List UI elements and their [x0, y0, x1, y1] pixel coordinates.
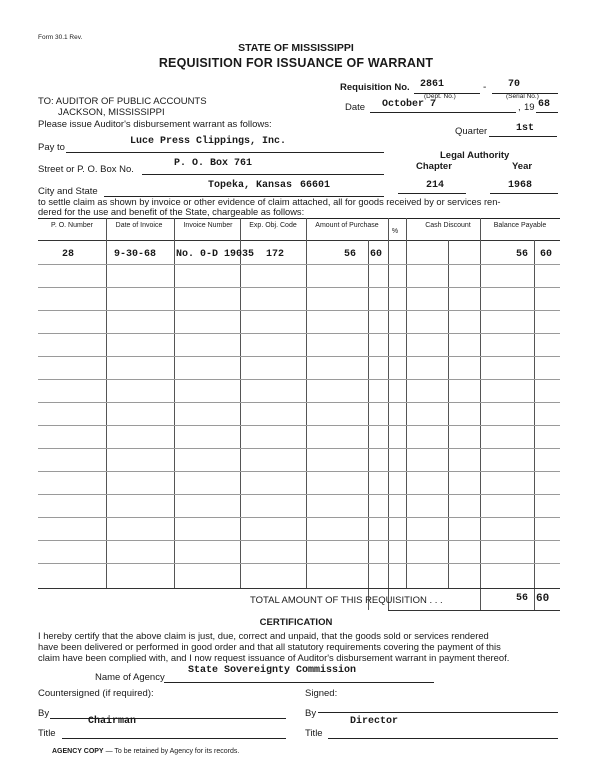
header-balance-payable: Balance Payable [493, 222, 547, 229]
dept-no-label: (Dept. No.) [424, 93, 456, 100]
balance-dollars-cell: 56 [516, 249, 529, 260]
header-invoice-number: Invoice Number [183, 222, 233, 229]
to-line1: TO: AUDITOR OF PUBLIC ACCOUNTS [38, 96, 207, 107]
agency-label: Name of Agency [95, 672, 165, 683]
street-value[interactable]: P. O. Box 761 [174, 158, 253, 169]
right-title-value[interactable]: Director [350, 716, 399, 727]
certification-line3: claim have been complied with, and I now request issuance of Auditor's disbursement warrant in payment thereof. [38, 652, 510, 663]
certification-line2: have been delivered or performed in good order and that all statutory requirements covering the payment of this [38, 641, 501, 652]
by-label-right: By [305, 708, 317, 719]
footer-note [52, 748, 239, 755]
to-line2: JACKSON, MISSISSIPPI [58, 107, 165, 118]
po-number-cell: 28 [61, 249, 74, 260]
quarter-label: Quarter [455, 126, 488, 137]
invoice-number-cell: No. 0-D 19035 [176, 249, 255, 260]
header-po-number: P. O. Number [51, 222, 93, 229]
certification-title: CERTIFICATION [259, 617, 333, 628]
countersigned-label: Countersigned (if required): [38, 688, 154, 699]
header-exp-obj-code: Exp. Obj. Code [249, 222, 297, 229]
pay-to-label: Pay to [38, 142, 65, 153]
footer-bold: AGENCY COPY [52, 748, 104, 755]
certification-line1: I hereby certify that the above claim is just, due, correct and unpaid, that the goods sold or services rendered [38, 630, 489, 641]
serial-no-label: (Serial No.) [506, 93, 539, 100]
claim-text-line1: to settle claim as shown by invoice or other evidence of claim attached, all for goods received by or services ren- [38, 197, 501, 207]
chapter-label: Chapter [416, 161, 452, 172]
header-date-of-invoice: Date of Invoice [115, 222, 163, 229]
city-label: City and State [38, 186, 98, 197]
city-value[interactable]: Topeka, Kansas [208, 180, 293, 191]
signed-label: Signed: [305, 688, 338, 699]
year-suffix[interactable]: 68 [538, 99, 551, 110]
legal-authority-label: Legal Authority [440, 150, 510, 161]
legal-year-value[interactable]: 1968 [508, 180, 533, 191]
serial-number[interactable]: 70 [508, 79, 521, 90]
total-label: TOTAL AMOUNT OF THIS REQUISITION . . . [250, 595, 443, 606]
zip-value[interactable]: 66601 [300, 180, 331, 191]
chapter-value[interactable]: 214 [426, 180, 445, 191]
date-label: Date [345, 102, 366, 113]
claim-text-line2: dered for the use and benefit of the State, chargeable as follows: [38, 207, 305, 217]
exp-code-cell: 172 [266, 249, 285, 260]
requisition-label: Requisition No. [340, 82, 410, 93]
page-title: REQUISITION FOR ISSUANCE OF WARRANT [158, 56, 434, 70]
amount-dollars-cell: 56 [344, 249, 357, 260]
quarter-value[interactable]: 1st [516, 123, 535, 134]
date-value[interactable]: October 7 [382, 99, 437, 110]
form-number: Form 30.1 Rev. [38, 34, 83, 41]
total-dollars: 56 [516, 593, 529, 604]
state-heading: STATE OF MISSISSIPPI [238, 42, 354, 54]
total-cents: 60 [536, 593, 550, 605]
instruction-text: Please issue Auditor's disbursement warrant as follows: [38, 119, 272, 130]
agency-value[interactable]: State Sovereignty Commission [188, 665, 357, 676]
invoice-date-cell: 9-30-68 [114, 249, 157, 260]
left-title-value[interactable]: Chairman [88, 716, 137, 727]
header-amount-of-purchase: Amount of Purchase [315, 222, 379, 229]
year-prefix: 19 [524, 102, 535, 113]
header-cash-discount: Cash Discount [425, 222, 471, 229]
footer-text: — To be retained by Agency for its records. [105, 748, 240, 755]
title-label-left: Title [38, 728, 56, 739]
year-label: Year [512, 161, 533, 172]
header-percent: % [391, 228, 399, 235]
requisition-number[interactable]: 2861 [420, 79, 445, 90]
balance-cents-cell: 60 [540, 249, 553, 260]
amount-cents-cell: 60 [370, 249, 383, 260]
by-label-left: By [38, 708, 50, 719]
charges-table [38, 218, 560, 610]
pay-to-value[interactable]: Luce Press Clippings, Inc. [130, 136, 287, 147]
title-label-right: Title [305, 728, 323, 739]
street-label: Street or P. O. Box No. [38, 164, 134, 175]
